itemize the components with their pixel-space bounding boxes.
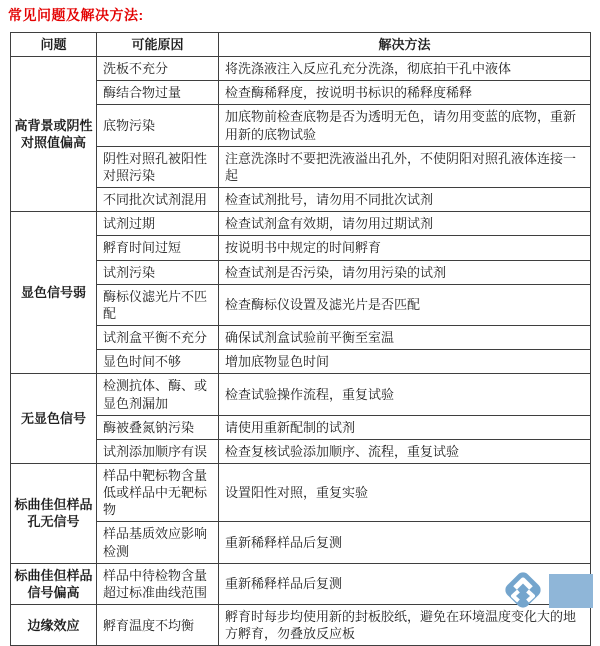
table-row — [11, 57, 591, 81]
cause-cell: 试剂盒平衡不充分 — [97, 326, 219, 350]
problem-cell: 标曲佳但样品信号偏高 — [11, 563, 97, 604]
table-row — [11, 463, 591, 521]
table-row — [11, 81, 591, 105]
table-row — [11, 374, 591, 415]
table-row — [11, 236, 591, 260]
page-title: 常见问题及解决方法: — [8, 7, 144, 23]
cause-cell: 孵育温度不均衡 — [97, 605, 219, 646]
table-row — [11, 260, 591, 284]
column-header-problem: 问题 — [11, 33, 97, 57]
cause-cell: 底物污染 — [97, 105, 219, 146]
table-row — [11, 105, 591, 146]
cause-cell: 样品基质效应影响检测 — [97, 522, 219, 563]
solution-cell: 孵育时每步均使用新的封板胶纸，避免在环境温度变化大的地方孵育，勿叠放反应板 — [219, 605, 591, 646]
watermark-logo — [500, 567, 600, 627]
solution-cell: 确保试剂盒试验前平衡至室温 — [219, 326, 591, 350]
table-body — [11, 57, 591, 646]
column-header-cause: 可能原因 — [97, 33, 219, 57]
solution-cell: 请使用重新配制的试剂 — [219, 415, 591, 439]
solution-cell: 增加底物显色时间 — [219, 350, 591, 374]
cause-cell: 显色时间不够 — [97, 350, 219, 374]
solution-cell: 设置阳性对照，重复实验 — [219, 463, 591, 521]
table-row — [11, 326, 591, 350]
cause-cell: 试剂过期 — [97, 212, 219, 236]
header-row — [11, 33, 591, 57]
table-row — [11, 415, 591, 439]
cause-cell: 酶结合物过量 — [97, 81, 219, 105]
table-row — [11, 350, 591, 374]
cause-cell: 酶被叠氮钠污染 — [97, 415, 219, 439]
table-row — [11, 188, 591, 212]
cause-cell: 检测抗体、酶、或显色剂漏加 — [97, 374, 219, 415]
table-row — [11, 439, 591, 463]
cause-cell: 洗板不充分 — [97, 57, 219, 81]
problem-cell: 边缘效应 — [11, 605, 97, 646]
table-row — [11, 146, 591, 187]
diamond-arrows-icon — [500, 567, 546, 627]
solution-cell: 注意洗涤时不要把洗液溢出孔外，不使阴阳对照孔液体连接一起 — [219, 146, 591, 187]
cause-cell: 孵育时间过短 — [97, 236, 219, 260]
solution-cell: 将洗涤液注入反应孔充分洗涤，彻底拍干孔中液体 — [219, 57, 591, 81]
problem-cell: 标曲佳但样品孔无信号 — [11, 463, 97, 563]
solution-cell: 检查试剂批号，请勿用不同批次试剂 — [219, 188, 591, 212]
table-row — [11, 522, 591, 563]
cause-cell: 试剂污染 — [97, 260, 219, 284]
cause-cell: 酶标仪滤光片不匹配 — [97, 284, 219, 325]
problem-cell: 显色信号弱 — [11, 212, 97, 374]
solution-cell: 重新稀释样品后复测 — [219, 522, 591, 563]
solution-cell: 重新稀释样品后复测 — [219, 563, 591, 604]
problem-cell: 无显色信号 — [11, 374, 97, 464]
cause-cell: 样品中靶标物含量低或样品中无靶标物 — [97, 463, 219, 521]
troubleshooting-table — [10, 32, 591, 646]
solution-cell: 检查试验操作流程，重复试验 — [219, 374, 591, 415]
solution-cell: 检查酶标仪设置及滤光片是否匹配 — [219, 284, 591, 325]
cause-cell: 阴性对照孔被阳性对照污染 — [97, 146, 219, 187]
table-row — [11, 284, 591, 325]
solution-cell: 检查复核试验添加顺序、流程，重复试验 — [219, 439, 591, 463]
solution-cell: 按说明书中规定的时间孵育 — [219, 236, 591, 260]
cause-cell: 样品中待检物含量超过标准曲线范围 — [97, 563, 219, 604]
cause-cell: 不同批次试剂混用 — [97, 188, 219, 212]
solution-cell: 检查试剂是否污染，请勿用污染的试剂 — [219, 260, 591, 284]
solution-cell: 加底物前检查底物是否为透明无色，请勿用变蓝的底物，重新用新的底物试验 — [219, 105, 591, 146]
solution-cell: 检查试剂盒有效期，请勿用过期试剂 — [219, 212, 591, 236]
cause-cell: 试剂添加顺序有误 — [97, 439, 219, 463]
column-header-solution: 解决方法 — [219, 33, 591, 57]
logo-rectangle — [549, 574, 593, 608]
table-row — [11, 212, 591, 236]
solution-cell: 检查酶稀释度，按说明书标识的稀释度稀释 — [219, 81, 591, 105]
problem-cell: 高背景或阴性对照值偏高 — [11, 57, 97, 212]
